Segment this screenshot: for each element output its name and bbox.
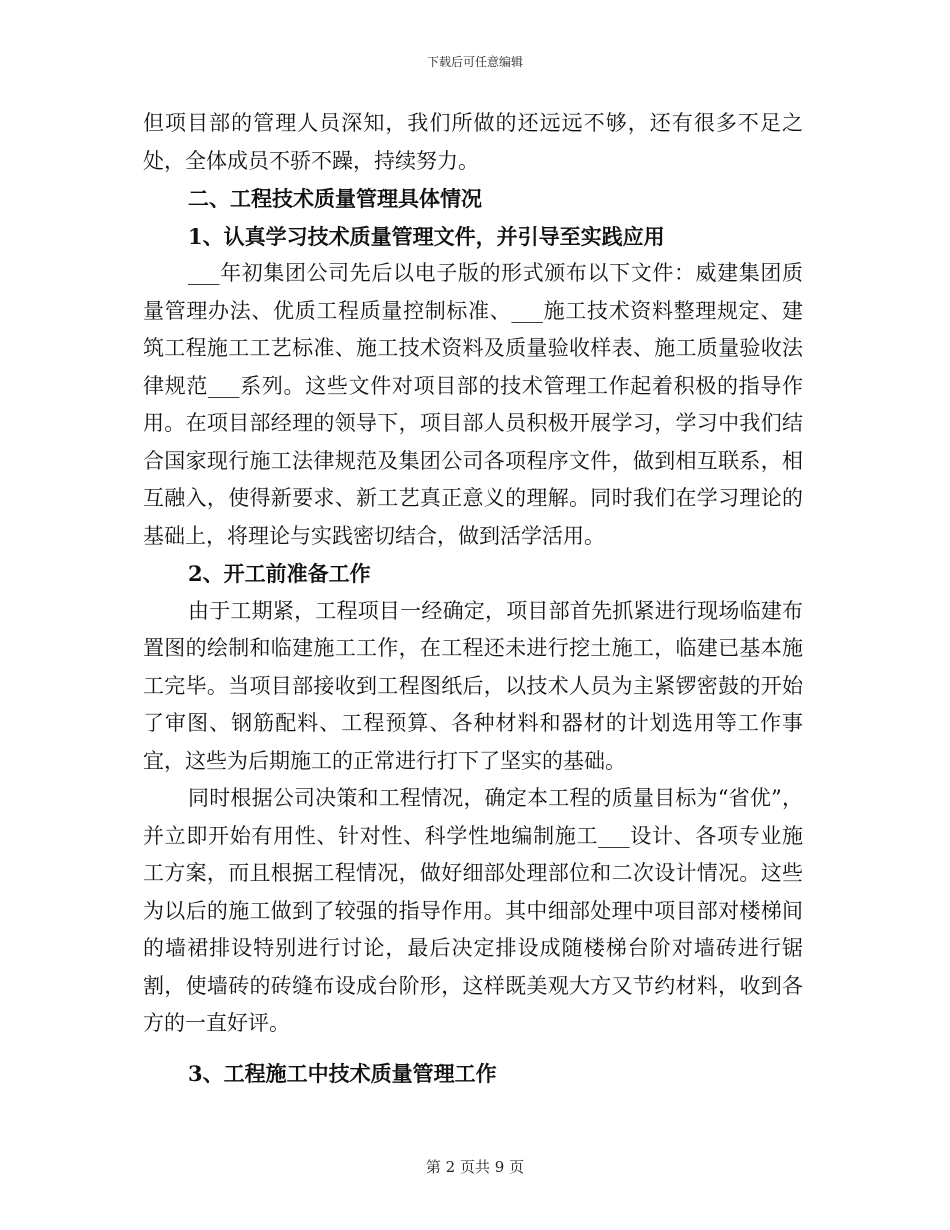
- document-body: [143, 105, 803, 1092]
- body-paragraph: 但项目部的管理人员深知，我们所做的还远远不够，还有很多不足之处，全体成员不骄不躁，持续努力。: [143, 111, 803, 173]
- body-paragraph: 同时根据公司决策和工程情况，确定本工程的质量目标为“省优”，并立即开始有用性、针对性、科学性地编制施工___设计、各项专业施工方案，而且根据工程情况，做好细部处理部位和二次设计情况。这些为以后的施工做到了较强的指导作用。其中细部处理中项目部对楼梯间的墙裙排设特别进行讨论，最后决定排设成随楼梯台阶对墙砖进行锯割，使墙砖的砖缝布设成台阶形，这样既美观大方又节约材料，收到各方的一直好评。: [143, 786, 803, 1035]
- page-footer: 第 2 页共 9 页: [425, 1158, 525, 1176]
- page-header: 下载后可任意编辑: [426, 55, 523, 69]
- section-heading: 二、工程技术质量管理具体情况: [188, 186, 482, 211]
- body-paragraph: 由于工期紧，工程项目一经确定，项目部首先抓紧进行现场临建布置图的绘制和临建施工工作，在工程还未进行挖土施工，临建已基本施工完毕。当项目部接收到工程图纸后，以技术人员为主紧锣密鼓的开始了审图、钢筋配料、工程预算、各种材料和器材的计划选用等工作事宜，这些为后期施工的正常进行打下了坚实的基础。: [143, 598, 803, 773]
- subsection-heading: 1、认真学习技术质量管理文件，并引导至实践应用: [188, 223, 665, 249]
- body-paragraph: ___年初集团公司先后以电子版的形式颁布以下文件：威建集团质量管理办法、优质工程质量控制标准、___施工技术资料整理规定、建筑工程施工工艺标准、施工技术资料及质量验收样表、施工质量验收法律规范___系列。这些文件对项目部的技术管理工作起着积极的指导作用。在项目部经理的领导下，项目部人员积极开展学习，学习中我们结合国家现行施工法律规范及集团公司各项程序文件，做到相互联系，相互融入，使得新要求、新工艺真正意义的理解。同时我们在学习理论的基础上，将理论与实践密切结合，做到活学活用。: [143, 261, 803, 548]
- subsection-heading: 2、开工前准备工作: [188, 561, 371, 586]
- subsection-heading: 3、工程施工中技术质量管理工作: [188, 1060, 497, 1086]
